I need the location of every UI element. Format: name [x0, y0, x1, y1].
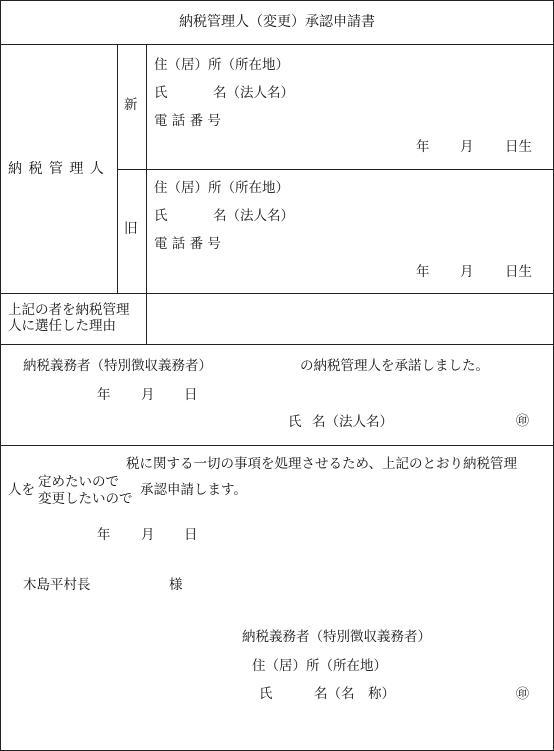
application-name-prefix: 氏	[259, 686, 273, 702]
border-left	[0, 0, 1, 751]
addressee: 木島平村長	[23, 577, 91, 593]
application-text-prefix: 人を	[8, 482, 35, 498]
divider-new-old	[118, 169, 554, 170]
approval-month: 月	[141, 387, 155, 403]
manager-label: 納 税 管 理 人	[8, 161, 105, 177]
divider-reason	[0, 344, 554, 345]
approval-name-suffix: 名（法人名）	[312, 414, 393, 430]
border-top	[0, 0, 554, 1]
application-name-suffix: 名（名 称）	[314, 686, 395, 702]
new-name-prefix: 氏	[154, 85, 168, 101]
application-day: 日	[184, 527, 198, 543]
new-label: 新	[124, 97, 138, 113]
application-year: 年	[97, 527, 111, 543]
reason-field[interactable]	[148, 295, 552, 343]
application-option-define: 定めたいので	[38, 474, 119, 490]
new-name-suffix: 名（法人名）	[213, 85, 294, 101]
old-name-suffix: 名（法人名）	[213, 208, 294, 224]
application-seal: ㊞	[516, 687, 530, 702]
application-taxpayer-label: 納税義務者（特別徴収義務者）	[242, 629, 431, 645]
divider-approval	[0, 445, 554, 446]
old-birth-day: 日生	[505, 264, 532, 280]
new-phone-label: 電 話 番 号	[154, 113, 221, 129]
application-text-suffix: 承認申請します。	[140, 482, 247, 498]
approval-day: 日	[184, 387, 198, 403]
reason-label-line2: 人に選任した理由	[8, 318, 116, 334]
old-label: 旧	[124, 221, 138, 237]
honorific: 様	[169, 577, 183, 593]
reason-label-line1: 上記の者を納税管理	[8, 302, 130, 318]
approval-name-prefix: 氏	[288, 414, 302, 430]
divider-newold-col	[146, 44, 147, 344]
approval-year: 年	[97, 387, 111, 403]
old-birth-year: 年	[416, 264, 430, 280]
old-phone-label: 電 話 番 号	[154, 236, 221, 252]
old-name-prefix: 氏	[154, 208, 168, 224]
approval-seal: ㊞	[516, 414, 530, 429]
application-month: 月	[141, 527, 155, 543]
application-text-line1: 税に関する一切の事項を処理させるため、上記のとおり納税管理	[126, 456, 517, 472]
new-address-label: 住（居）所（所在地）	[154, 57, 289, 73]
divider-title	[0, 44, 554, 45]
old-birth-month: 月	[460, 264, 474, 280]
approval-statement: の納税管理人を承諾しました。	[300, 358, 489, 374]
divider-label-col	[117, 44, 118, 293]
application-address-label: 住（居）所（所在地）	[252, 658, 387, 674]
new-birth-month: 月	[460, 139, 474, 155]
new-birth-year: 年	[416, 139, 430, 155]
old-address-label: 住（居）所（所在地）	[154, 180, 289, 196]
divider-manager	[0, 293, 554, 294]
application-option-change: 変更したいので	[38, 491, 133, 507]
approval-taxpayer-label: 納税義務者（特別徴収義務者）	[23, 358, 212, 374]
form-title: 納税管理人（変更）承認申請書	[179, 14, 375, 30]
new-birth-day: 日生	[505, 139, 532, 155]
